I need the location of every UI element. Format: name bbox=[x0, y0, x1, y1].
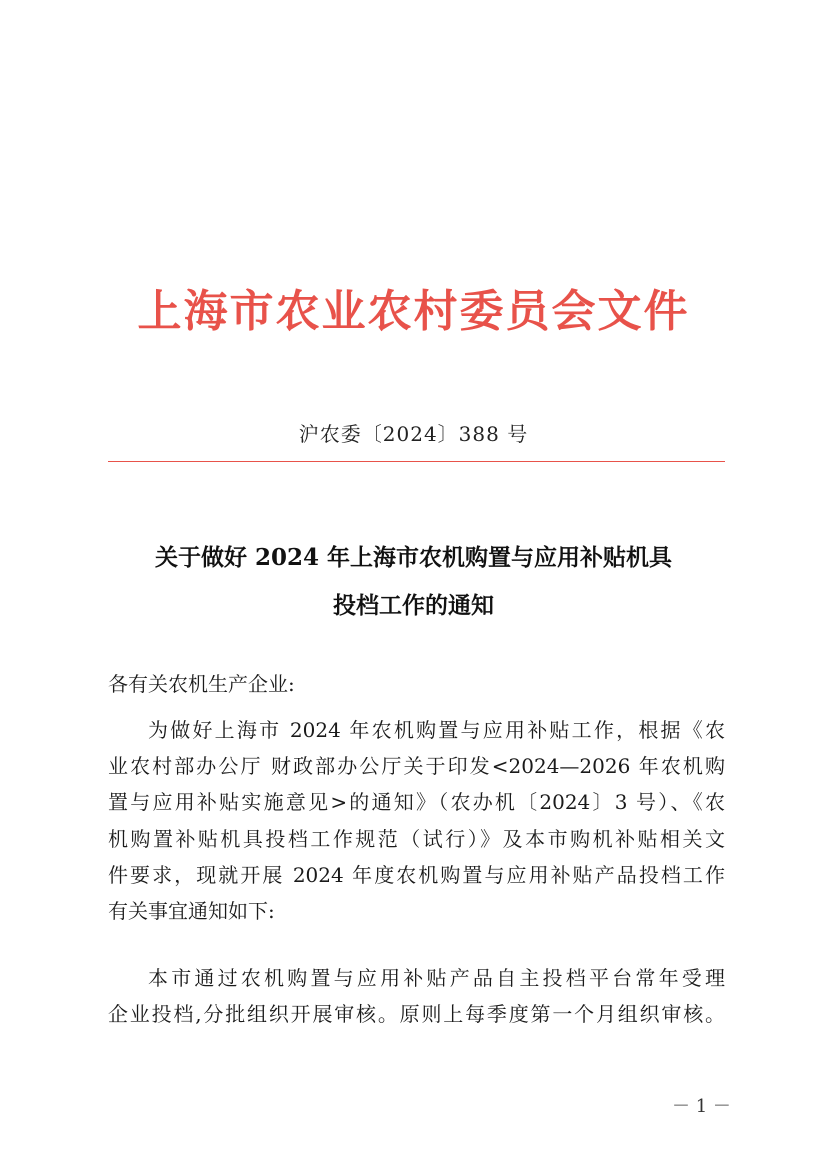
notice-title-line-2: 投档工作的通知 bbox=[333, 592, 494, 619]
notice-title-line-1: 关于做好 2024 年上海市农机购置与应用补贴机具 bbox=[154, 544, 673, 571]
body-paragraph-2 bbox=[108, 960, 725, 1032]
paragraph-line: 本市通过农机购置与应用补贴产品自主投档平台常年受理 bbox=[148, 966, 725, 990]
issuer-title: 上海市农业农村委员会文件 bbox=[137, 286, 690, 337]
paragraph-line: 企业投档,分批组织开展审核。原则上每季度第一个月组织审核。 bbox=[108, 1002, 725, 1027]
page-number: － 1 － bbox=[672, 1096, 731, 1117]
paragraph-line: 有关事宜通知如下: bbox=[108, 899, 275, 924]
addressee: 各有关农机生产企业: bbox=[108, 672, 295, 696]
body-paragraph-1 bbox=[108, 712, 725, 929]
paragraph-line: 机购置补贴机具投档工作规范（试行）》及本市购机补贴相关文 bbox=[108, 826, 725, 851]
paragraph-line: 置与应用补贴实施意见>的通知》（农办机〔2024〕3 号）、《农 bbox=[108, 790, 725, 815]
notice-title bbox=[0, 534, 827, 630]
paragraph-line: 为做好上海市 2024 年农机购置与应用补贴工作，根据《农 bbox=[148, 718, 725, 742]
paragraph-line: 件要求，现就开展 2024 年度农机购置与应用补贴产品投档工作 bbox=[108, 862, 725, 887]
red-divider-line bbox=[108, 461, 725, 462]
document-number: 沪农委〔2024〕388 号 bbox=[298, 422, 529, 446]
paragraph-line: 业农村部办公厅 财政部办公厅关于印发<2024—2026 年农机购 bbox=[108, 754, 725, 779]
